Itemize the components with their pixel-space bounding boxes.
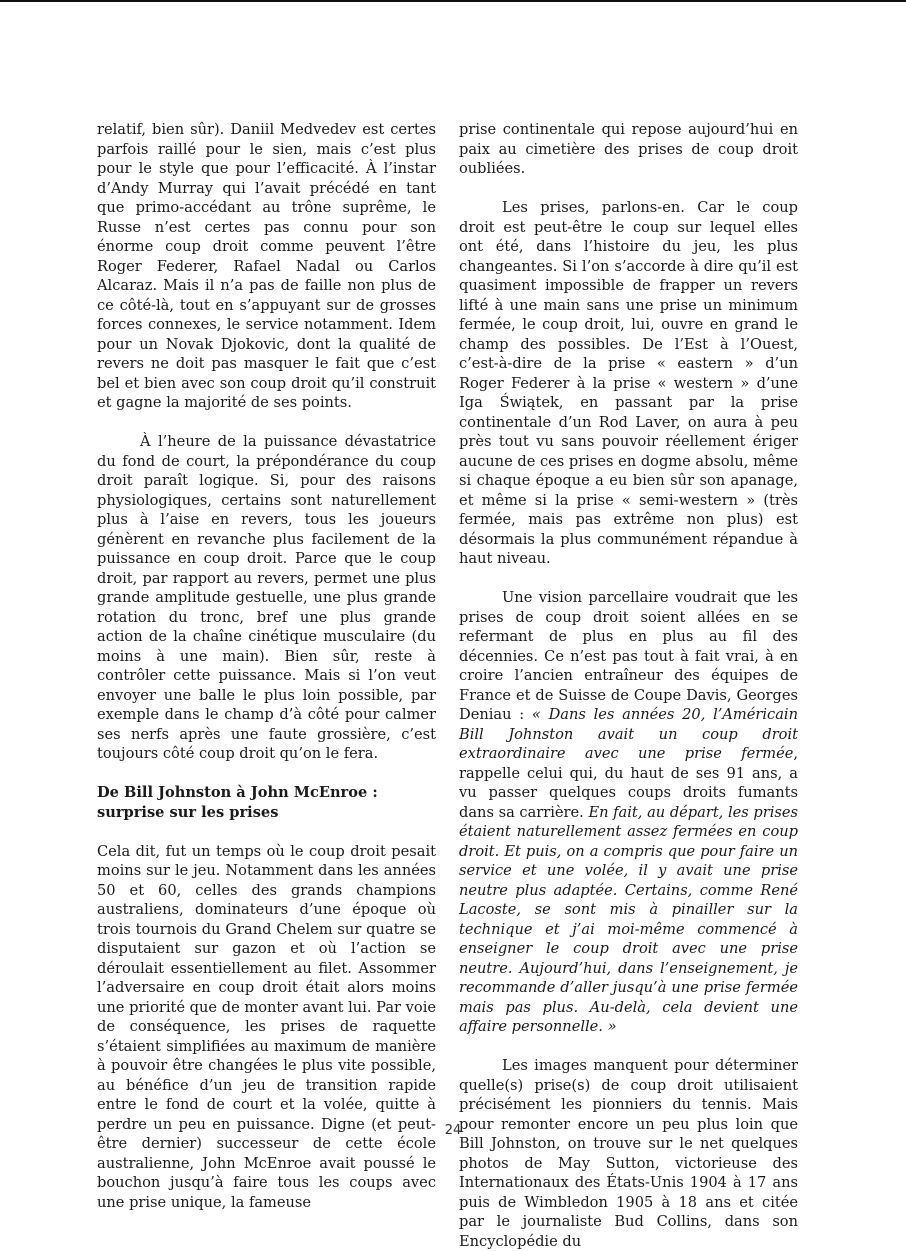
paragraph: À l’heure de la puissance dévastatrice du fond de court, la prépondérance du coup droit paraît logique. Si, pour des raisons physiologiques, certains sont naturellement plus à l’aise en revers, tous les joueurs génèrent en revanche plus facilement de la puissance en coup droit. Parce que le coup droit, par rapport au revers, permet une plus grande amplitude gestuelle, une plus grande rotation du tronc, bref une plus grande action de la chaîne cinétique musculaire (du moins à une main). Bien sûr, reste à contrôler cette puissance. Mais si l’on veut envoyer une balle le plus loin possible, par exemple dans le champ d’à côté pour calmer ses nerfs après une faute grossière, c’est toujours côté coup droit qu’on le fera. bbox=[97, 433, 436, 762]
text: Une vision parcellaire voudrait que les prises de coup droit soient allées en se refermant de plus en plus au fil des décennies. Ce n’est pas tout à fait vrai, à en croire l’ancien entraîneur des équipes de France et de Suisse de Coupe Davis, Georges Deniau : bbox=[459, 589, 798, 723]
top-rule bbox=[0, 0, 906, 2]
paragraph: Cela dit, fut un temps où le coup droit pesait moins sur le jeu. Notamment dans les années 50 et 60, celles des grands champions australiens, dominateurs d’une époque où trois tournois du Grand Chelem sur quatre se disputaient sur gazon et où l’action se déroulait essentiellement au filet. Assommer l’adversaire en coup droit était alors moins une priorité que de monter avant lui. Par voie de conséquence, les prises de raquette s’étaient simplifiées au maximum de manière à pouvoir être changées le plus vite possible, au bénéfice d’un jeu de transition rapide entre le fond de court et la volée, quitte à perdre un peu en puissance. Digne (et peut-être dernier) successeur de cette école australienne, John McEnroe avait poussé le bouchon jusqu’à faire tous les coups avec une prise unique, la fameuse bbox=[97, 842, 436, 1211]
right-column bbox=[459, 120, 798, 1251]
paragraph: prise continentale qui repose aujourd’hui en paix au cimetière des prises de coup droit oubliées. bbox=[459, 121, 798, 177]
text: , rappelle celui qui, du haut de ses 91 ans, a vu passer quelques coups droits fumants dans sa carrière. bbox=[459, 745, 798, 821]
paragraph: relatif, bien sûr). Daniil Medvedev est certes parfois raillé pour le sien, mais c’est plus pour le style que pour l’efficacité. À l’instar d’Andy Murray qui l’avait précédé en tant que primo-accédant au trône suprême, le Russe n’est certes pas connu pour son énorme coup droit comme peuvent l’être Roger Federer, Rafael Nadal ou Carlos Alcaraz. Mais il n’a pas de faille non plus de ce côté-là, tout en s’appuyant sur de grosses forces connexes, le service notamment. Idem pour un Novak Djokovic, dont la qualité de revers ne doit pas masquer le fait que c’est bel et bien avec son coup droit qu’il construit et gagne la majorité de ses points. bbox=[97, 121, 436, 411]
paragraph-with-quote bbox=[459, 588, 798, 1037]
heading-line: De Bill Johnston à John McEnroe : bbox=[97, 784, 378, 801]
quote: « Dans les années 20, l’Américain Bill Johnston avait un coup droit extraordinaire avec une prise fermée bbox=[459, 706, 798, 762]
paragraph: Les prises, parlons-en. Car le coup droit est peut-être le coup sur lequel elles ont été, dans l’histoire du jeu, les plus changeantes. Si l’on s’accorde à dire qu’il est quasiment impossible de frapper un revers lifté à une main sans une prise un minimum fermée, le coup droit, lui, ouvre en grand le champ des possibles. De l’Est à l’Ouest, c’est-à-dire de la prise « eastern » d’un Roger Federer à la prise « western » d’une Iga Świątek, en passant par la prise continentale d’un Rod Laver, on aura à peu près tout vu sans pouvoir réellement ériger aucune de ces prises en dogme absolu, même si chaque époque a eu bien sûr son apanage, et même si la prise « semi-western » (très fermée, mais pas extrême non plus) est désormais la plus communément répandue à haut niveau. bbox=[459, 199, 799, 567]
page-number: 24 bbox=[444, 1123, 462, 1138]
quote: En fait, au départ, les prises étaient naturellement assez fermées en coup droit. Et puis, on a compris que pour faire un service et une volée, il y avait une prise neutre plus adaptée. Certains, comme René Lacoste, se sont mis à pinailler sur la technique et j’ai moi-même commencé à enseigner le coup droit avec une prise neutre. Aujourd’hui, dans l’enseignement, je recommande d’aller jusqu’à une prise fermée mais pas plus. Au-delà, cela devient une affaire personnelle. » bbox=[459, 803, 799, 1035]
left-column bbox=[97, 120, 436, 1212]
heading-line: surprise sur les prises bbox=[97, 803, 279, 821]
paragraph: Les images manquent pour déterminer quelle(s) prise(s) de coup droit utilisaient précisément les pionniers du tennis. Mais pour remonter encore un peu plus loin que Bill Johnston, on trouve sur le net quelques photos de May Sutton, victorieuse des Internationaux des États-Unis 1904 à 17 ans puis de Wimbledon 1905 à 18 ans et citée par le journaliste Bud Collins, dans son Encyclopédie du bbox=[459, 1057, 798, 1250]
section-heading bbox=[97, 783, 436, 822]
